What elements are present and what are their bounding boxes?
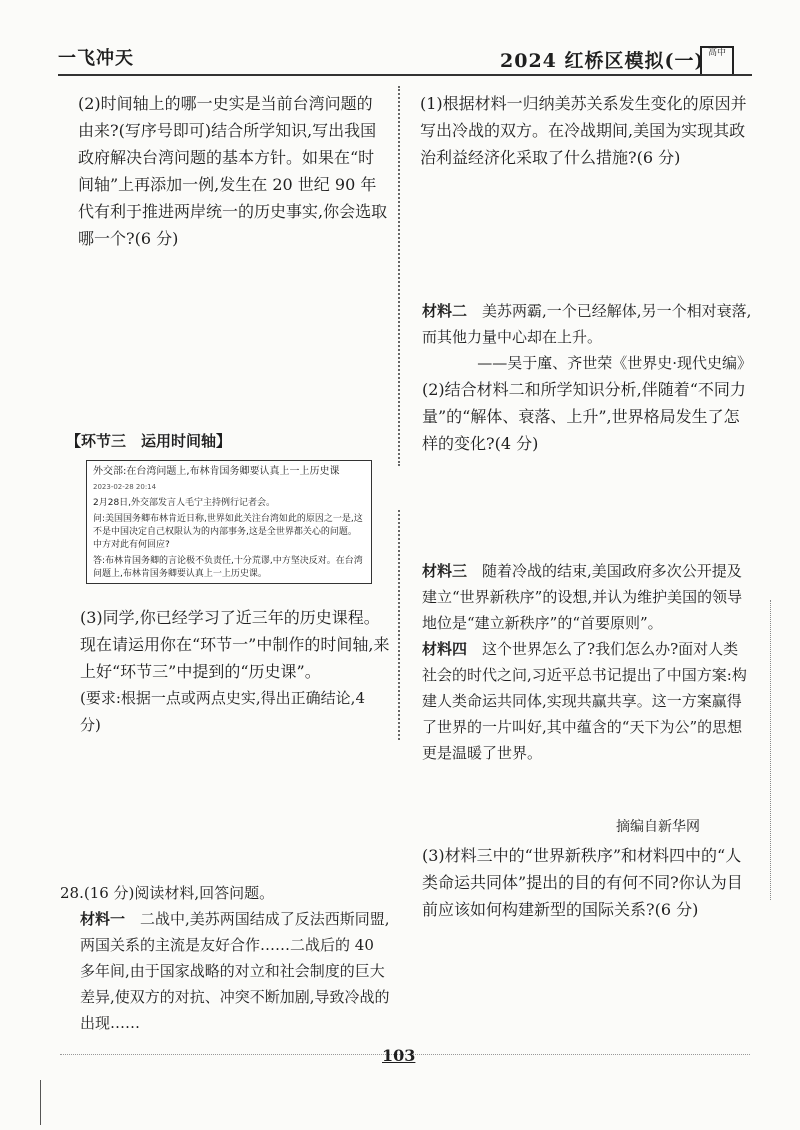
column-divider	[398, 86, 400, 466]
news-title: 外交部:在台湾问题上,布林肯国务卿要认真上一上历史课	[93, 466, 340, 477]
material-label: 材料一	[80, 910, 126, 928]
material-two	[422, 298, 752, 376]
news-paragraph: 答:布林肯国务卿的言论极不负责任,十分荒谬,中方坚决反对。在台湾问题上,布林肯国务卿要认真上一上历史课。	[93, 556, 363, 579]
question-27-3	[80, 604, 390, 739]
page-edge	[770, 600, 771, 900]
question-28-3: (3)材料三中的“世界新秩序”和材料四中的“人类命运共同体”提出的目的有何不同?你认为目前应该如何构建新型的国际关系?(6 分)	[422, 846, 743, 919]
question-27-2: (2)时间轴上的哪一史实是当前台湾问题的由来?(写序号即可)结合所学知识,写出我国政府解决台湾问题的基本方针。如果在“时间轴”上再添加一例,发生在 20 世纪 90 年代有利于推进两岸统一的历史事实,你会选取哪一个?(6 分)	[78, 94, 388, 248]
material-source: ——吴于廑、齐世荣《世界史·现代史编》	[477, 354, 752, 372]
question-text: (3)同学,你已经学习了近三年的历史课程。现在请运用你在“环节一”中制作的时间轴,来上好“环节三”中提到的“历史课”。	[80, 608, 390, 681]
material-label: 材料四	[422, 640, 468, 658]
header-rule	[58, 74, 752, 76]
material-label: 材料二	[422, 302, 468, 320]
material-label: 材料三	[422, 562, 468, 580]
exam-title: 2024 红桥区模拟(一)	[500, 50, 705, 72]
brand-logo: 一飞冲天	[58, 48, 134, 69]
material-text: 美苏两霸,一个已经解体,另一个相对衰落,而其他力量中心却在上升。	[422, 302, 752, 346]
material-one	[80, 906, 390, 1036]
question-28-1: (1)根据材料一归纳美苏关系发生变化的原因并写出冷战的双方。在冷战期间,美国为实现其政治利益经济化采取了什么措施?(6 分)	[420, 94, 747, 167]
material-text: 二战中,美苏两国结成了反法西斯同盟,两国关系的主流是友好合作……二战后的 40 多年间,由于国家战略的对立和社会制度的巨大差异,使双方的对抗、冲突不断加剧,导致冷战的出现……	[80, 910, 390, 1032]
question-requirement: (要求:根据一点或两点史实,得出正确结论,4 分)	[80, 689, 365, 734]
material-source: 摘编自新华网	[616, 819, 700, 835]
section-label: 【环节三 运用时间轴】	[66, 432, 232, 450]
news-paragraph: 问:美国国务卿布林肯近日称,世界如此关注台湾如此的原因之一是,这不是中国决定自己权限认为的内部事务,这是全世界都关心的问题。中方对此有何回应?	[93, 514, 363, 550]
news-clipping	[86, 460, 372, 584]
question-28-heading: 28.(16 分)阅读材料,回答问题。	[60, 884, 275, 902]
question-28-2: (2)结合材料二和所学知识分析,伴随着“不同力量”的“解体、衰落、上升”,世界格局发生了怎样的变化?(4 分)	[422, 380, 746, 453]
grade-badge: 高中	[700, 46, 734, 76]
column-divider	[398, 510, 400, 740]
material-text: 随着冷战的结束,美国政府多次公开提及建立“世界新秩序”的设想,并认为维护美国的领导地位是“建立新秩序”的“首要原则”。	[422, 562, 743, 632]
news-paragraph: 2月28日,外交部发言人毛宁主持例行记者会。	[93, 498, 276, 508]
binding-line	[40, 1080, 41, 1125]
page-number: 103	[382, 1046, 416, 1065]
news-meta: 2023-02-28 20:14	[93, 483, 157, 491]
material-text: 这个世界怎么了?我们怎么办?面对人类社会的时代之问,习近平总书记提出了中国方案:构建人类命运共同体,实现共赢共享。这一方案赢得了世界的一片叫好,其中蕴含的“天下为公”的思想更是温暖了世界。	[422, 640, 747, 762]
material-three-four	[422, 558, 752, 766]
